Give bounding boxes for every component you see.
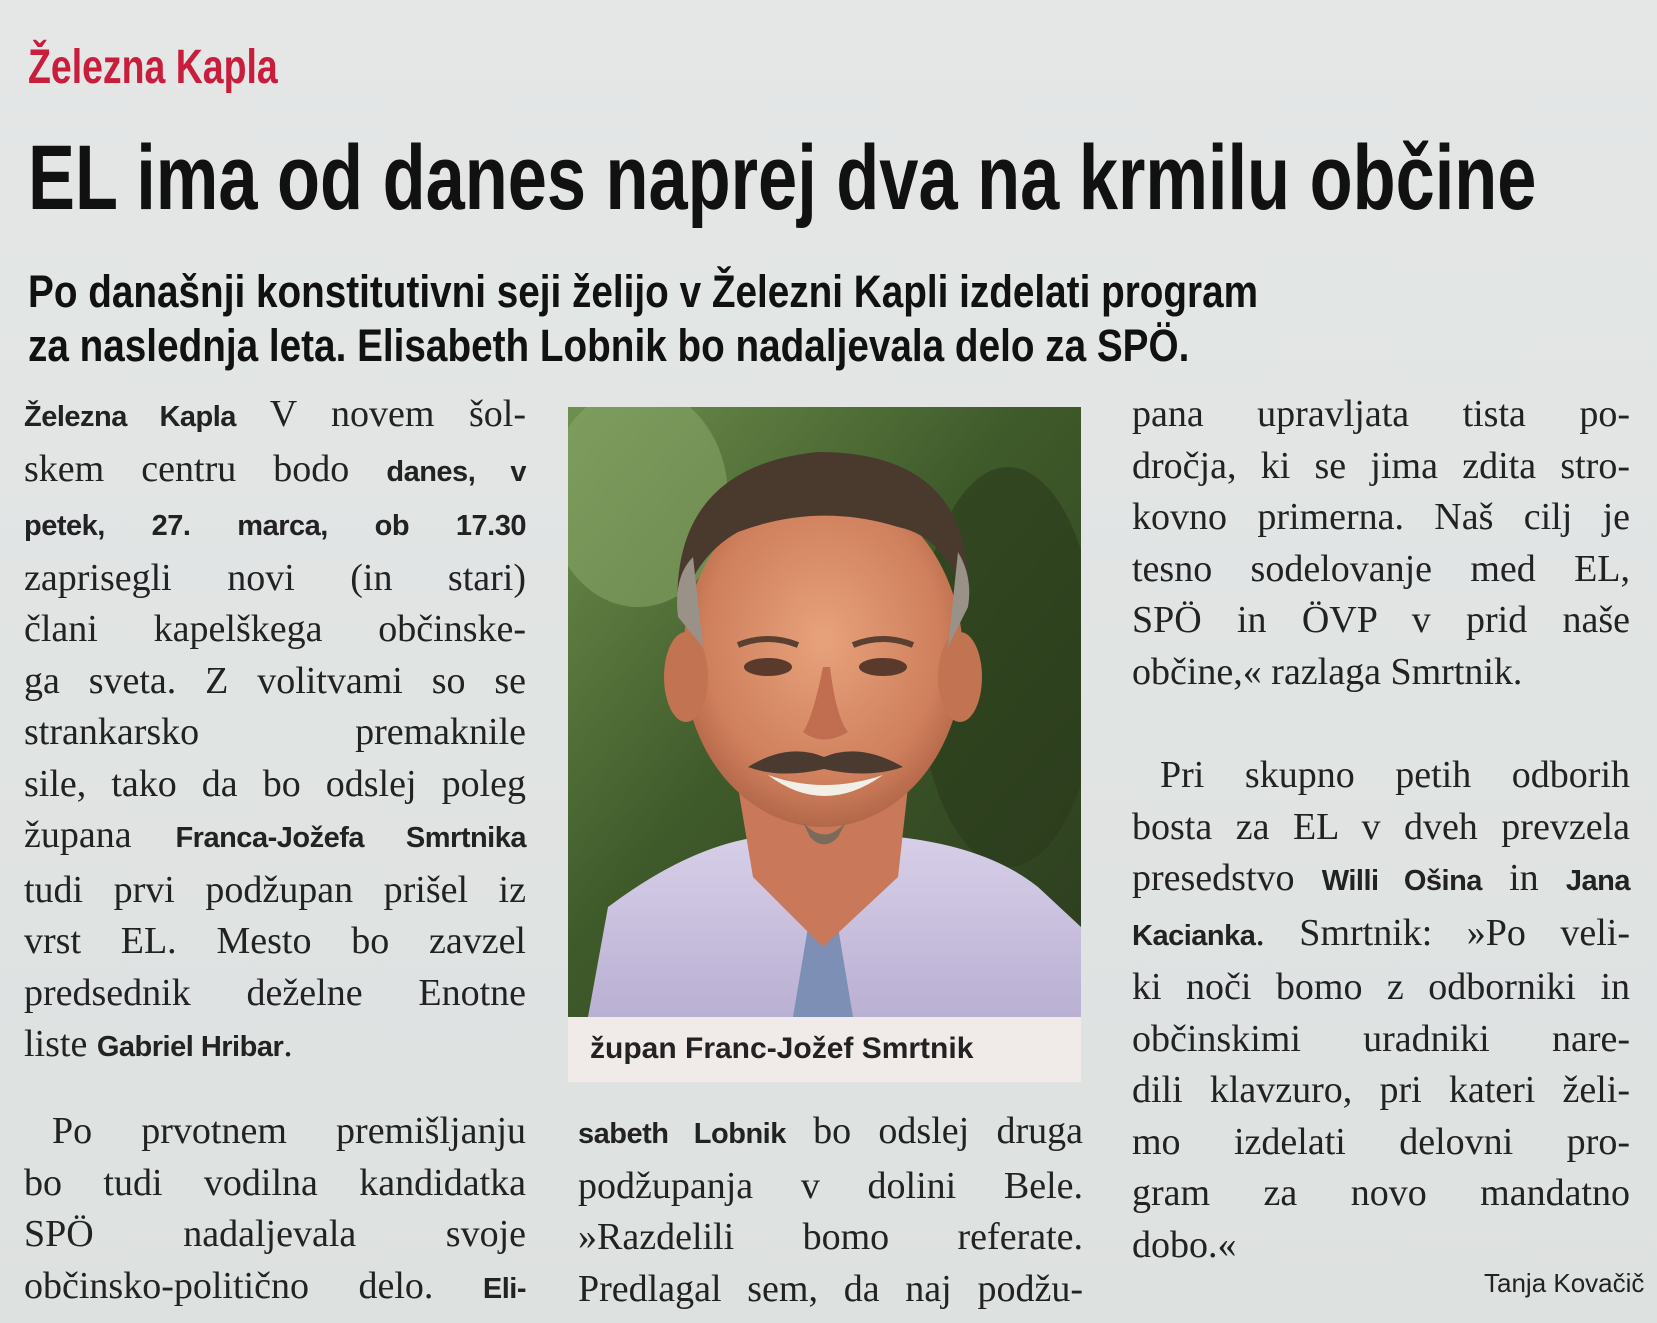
text-line: bo tudi vodilna kandidatka: [24, 1161, 526, 1204]
bold-span: Willi Ošina: [1321, 865, 1482, 897]
text-line: [24, 389, 526, 444]
text-span: V novem šol-: [235, 393, 527, 435]
text-line: SPÖ nadaljevala svoje: [24, 1213, 526, 1255]
portrait-photo: [568, 407, 1081, 1017]
text-span: . Smrtnik: »Po veli-: [1255, 911, 1630, 954]
column-1-paragraph-2: [24, 1106, 526, 1315]
bold-span: Eli-: [482, 1272, 526, 1305]
text-span: liste: [24, 1023, 97, 1065]
text-line: Predlagal sem, da naj podžu-: [578, 1267, 1083, 1310]
text-line: člani kapelškega občinske-: [24, 608, 526, 650]
text-line: [24, 810, 526, 865]
text-line: [1132, 908, 1630, 963]
bold-span: danes, v: [386, 455, 527, 488]
text-line: vrst EL. Mesto bo zavzel: [24, 920, 526, 962]
text-line: občinskimi uradniki nare-: [1132, 1017, 1630, 1060]
text-span: skem centru bodo: [24, 447, 387, 490]
lead-paragraph: [28, 265, 1258, 373]
bold-span: Franca-Jožefa Smrtnika: [175, 822, 526, 854]
text-line: sile, tako da bo odslej poleg: [24, 762, 526, 805]
text-line: SPÖ in ÖVP v prid naše: [1132, 599, 1630, 641]
lead-line: za naslednja leta. Elisabeth Lobnik bo nadaljevala delo za SPÖ.: [28, 320, 1190, 371]
text-line: gram za novo mandatno: [1132, 1172, 1630, 1214]
column-3-paragraph-2: [1132, 750, 1630, 1271]
text-line: dili klavzuro, pri kateri želi-: [1132, 1069, 1630, 1111]
text-line: strankarsko premaknile: [24, 711, 526, 753]
text-span: bo odslej druga: [785, 1110, 1083, 1152]
text-line: bosta za EL v dveh prevzela: [1132, 805, 1630, 848]
text-line: dobo.«: [1132, 1223, 1237, 1266]
text-line: zaprisegli novi (in stari): [24, 556, 526, 599]
text-line: »Razdelili bomo referate.: [578, 1216, 1083, 1258]
column-1: [24, 389, 526, 1074]
text-line: [578, 1106, 1083, 1161]
text-line: ki noči bomo z odborniki in: [1132, 966, 1630, 1008]
text-line: [1132, 853, 1630, 908]
bold-span: Jana: [1565, 865, 1630, 897]
lead-line: Po današnji konstitutivni seji želijo v Železni Kapli izdelati program: [28, 266, 1259, 317]
text-span: in: [1481, 857, 1566, 899]
text-line: pana upravljata tista po-: [1132, 393, 1630, 435]
text-line: Pri skupno petih odborih: [1160, 754, 1630, 796]
text-line: kovno primerna. Naš cilj je: [1132, 496, 1630, 538]
photo-caption: župan Franc-Jožef Smrtnik: [590, 1032, 974, 1065]
text-line: predsednik deželne Enotne: [24, 971, 526, 1014]
text-line: [24, 1261, 526, 1316]
text-line: ga sveta. Z volitvami so se: [24, 659, 526, 702]
text-span: občinsko-politično delo.: [24, 1264, 483, 1307]
text-line: [24, 498, 526, 553]
text-line: občine,« razlaga Smrtnik.: [1132, 650, 1523, 693]
text-span: župana: [24, 814, 176, 856]
text-line: podžupanja v dolini Bele.: [578, 1164, 1083, 1207]
bold-span: petek, 27. marca, ob 17.30: [24, 510, 526, 542]
text-line: [24, 1019, 526, 1074]
text-line: dročja, ki se jima zdita stro-: [1132, 444, 1630, 487]
headline: EL ima od danes naprej dva na krmilu občine: [28, 127, 1537, 229]
byline: Tanja Kovačič: [1484, 1268, 1645, 1298]
column-3: [1132, 389, 1630, 698]
bold-span: Kacianka: [1132, 919, 1256, 952]
dateline: Železna Kapla: [24, 401, 236, 433]
text-line: tudi prvi podžupan prišel iz: [24, 868, 526, 911]
text-line: Po prvotnem premišljanju: [52, 1110, 526, 1152]
text-line: tesno sodelovanje med EL,: [1132, 547, 1630, 590]
text-span: presedstvo: [1132, 857, 1322, 899]
column-2: [578, 1106, 1083, 1315]
bold-span: Gabriel Hribar: [96, 1031, 284, 1063]
section-kicker: Železna Kapla: [28, 41, 278, 94]
bold-span: sabeth Lobnik: [578, 1118, 786, 1150]
text-line: mo izdelati delovni pro-: [1132, 1120, 1630, 1163]
text-span: .: [283, 1023, 293, 1065]
text-line: [24, 444, 526, 499]
